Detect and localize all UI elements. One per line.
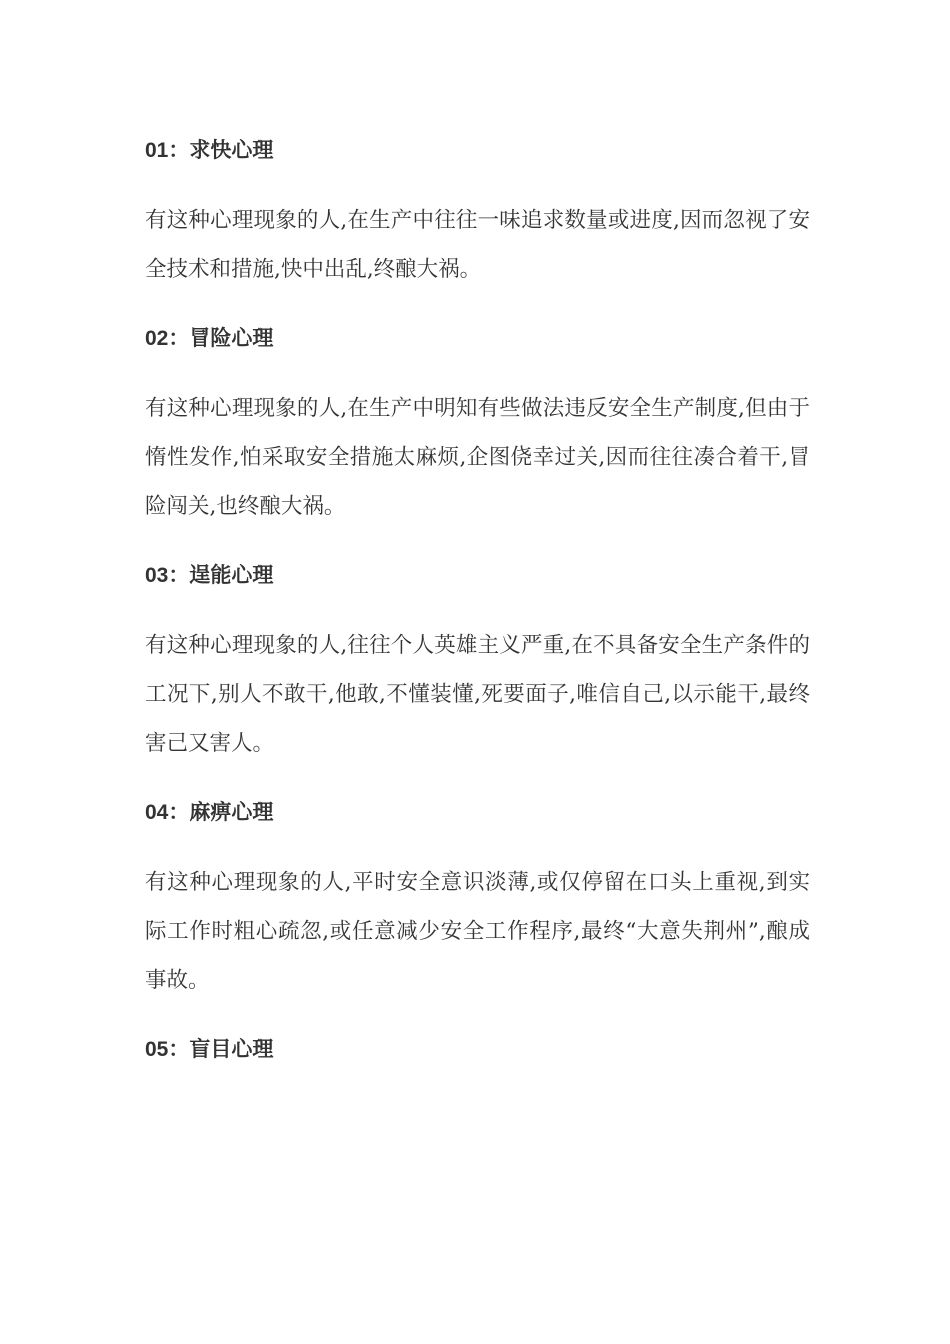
section-01 bbox=[145, 131, 810, 294]
section-04 bbox=[145, 793, 810, 1005]
section-03 bbox=[145, 556, 810, 768]
section-heading: 02：冒险心理 bbox=[145, 327, 274, 350]
section-paragraph: 有这种心理现象的人,平时安全意识淡薄,或仅停留在口头上重视,到实际工作时粗心疏忽,或任意减少安全工作程序,最终“大意失荆州”,酿成事故。 bbox=[145, 870, 810, 993]
section-05 bbox=[145, 1030, 810, 1070]
section-paragraph: 有这种心理现象的人,往往个人英雄主义严重,在不具备安全生产条件的工况下,别人不敢干,他敢,不懂装懂,死要面子,唯信自己,以示能干,最终害己又害人。 bbox=[145, 633, 810, 756]
section-paragraph: 有这种心理现象的人,在生产中明知有些做法违反安全生产制度,但由于惰性发作,怕采取安全措施太麻烦,企图侥幸过关,因而往往凑合着干,冒险闯关,也终酿大祸。 bbox=[145, 396, 810, 519]
section-02 bbox=[145, 319, 810, 531]
article-body bbox=[145, 131, 810, 1070]
section-heading: 03：逞能心理 bbox=[145, 564, 274, 587]
section-heading: 01：求快心理 bbox=[145, 139, 274, 162]
section-heading: 04：麻痹心理 bbox=[145, 801, 274, 824]
section-paragraph: 有这种心理现象的人,在生产中往往一味追求数量或进度,因而忽视了安全技术和措施,快中出乱,终酿大祸。 bbox=[145, 208, 810, 282]
section-heading: 05：盲目心理 bbox=[145, 1038, 274, 1061]
